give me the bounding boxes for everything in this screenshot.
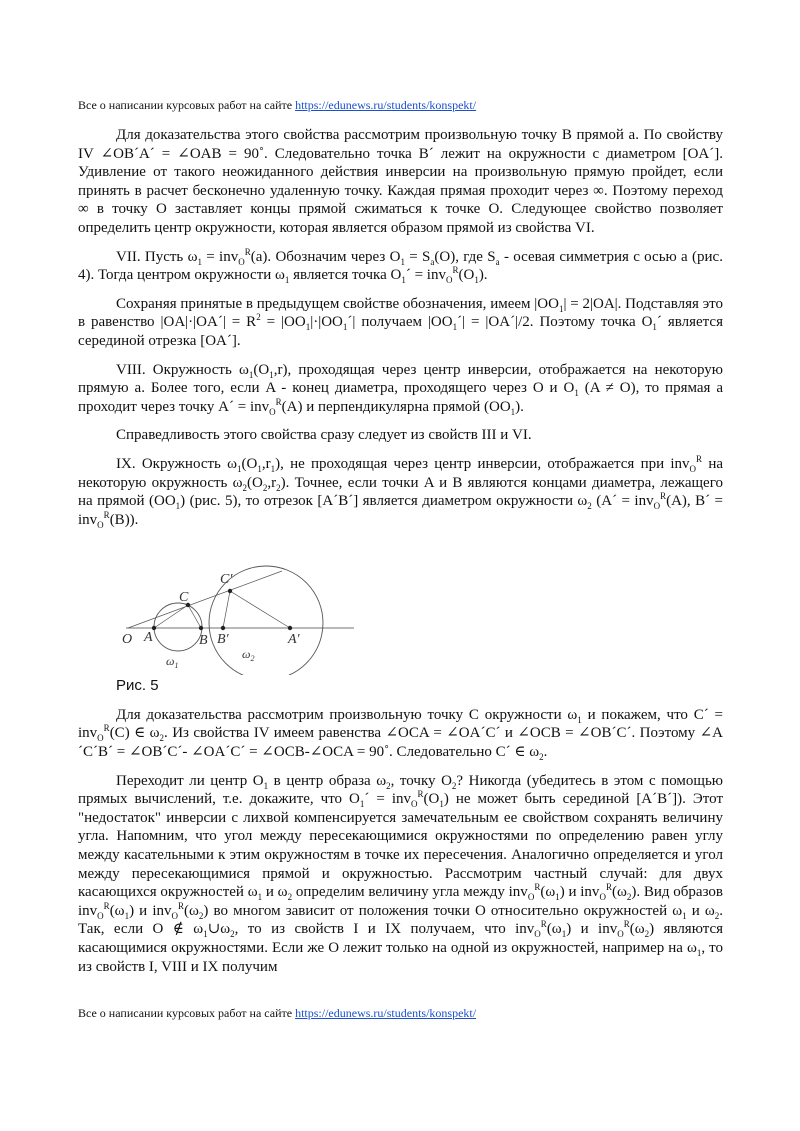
label-a-prime: A′ [288, 632, 300, 648]
header-link[interactable]: https://edunews.ru/students/konspekt/ [295, 98, 477, 112]
segment-cpbp [223, 591, 230, 628]
point-b-prime [221, 626, 225, 630]
label-o: O [122, 632, 133, 648]
paragraph-7: Для доказательства рассмотрим произвольную точку C окружности $\omega_1$ и покажем, что C´ = inv$_O^R$(C) ∈ $\omega_2$. Из свойства IV имеем равенства ∠OCA = ∠OA´C´ и ∠OCB = ∠OB´C´. Поэтому ∠A´C´B´ = ∠OB´C´- ∠OA´C´ = ∠OCB-∠OCA = 90˚. Следовательно C´ ∈ $\omega_2$. [78, 706, 723, 763]
label-a: A [144, 630, 153, 646]
segment-cpap [230, 591, 290, 628]
label-omega-2: $\omega_2$ [242, 647, 255, 664]
paragraph-8: Переходит ли центр $O_1$ в центр образа $\omega_2$, точку $O_2$? Никогда (убедитесь в этом с помощью прямых вычислений, т.е. докажите, что $O_1´ = inv_O^R(O_1)$ не может быть серединой [A´B´]). Этот "недостаток" инверсии с лихвой компенсируется замечательным ее свойством сохранять величину угла. Напомним, что угол между пересекающимися окружностями по определению равен углу между касательными к этим окружностям в точке их пересечения. Аналогично определяется и угол между пересекающимися прямой и окружностью. Рассмотрим частный случай: для двух касающихся окружностей $\omega_1$ и $\omega_2$ определим величину угла между $inv_O^R(\omega_1)$ и $inv_O^R(\omega_2)$. Вид образов $inv_O^R(\omega_1)$ и $inv_O^R(\omega_2)$ во многом зависит от положения точки O относительно окружностей $\omega_1$ и $\omega_2$. Так, если O ∉ $\omega_1\cup\omega_2$, то из свойств I и IX получаем, что $inv_O^R(\omega_1)$ и $inv_O^R(\omega_2)$ являются касающимися окружностями. Если же O лежит только на одной из окружностей, например на $\omega_1$, то из свойств I, VIII и IX получим [78, 772, 724, 975]
paragraph-property-ix: IX. Окружность $\omega_1(O_1,r_1)$, не проходящая через центр инверсии, отображается при inv$_O^R$ на некоторую окружность $\omega_2(O_2,r_2)$. Точнее, если точки A и B являются концами диаметра, лежащего на прямой $(OO_1)$ (рис. 5), то отрезок [A´B´] является диаметром окружности $\omega_2$ (A´ = inv$_O^R$(A), B´ = inv$_O^R$(B)). [78, 453, 724, 530]
footer-link[interactable]: https://edunews.ru/students/konspekt/ [295, 1006, 477, 1020]
header-text: Все о написании курсовых работ на сайте [78, 98, 296, 112]
page-footer [78, 1006, 476, 1020]
figure-caption: Рис. 5 [116, 677, 159, 695]
tangent-ray [128, 571, 282, 628]
page-header [78, 98, 476, 112]
label-c: C [179, 590, 189, 606]
figure-5 [78, 557, 723, 677]
document-body [78, 126, 723, 985]
segment-cb [188, 605, 201, 628]
footer-text: Все о написании курсовых работ на сайте [78, 1006, 296, 1020]
paragraph-property-viii: VIII. Окружность $\omega_1(O_1,r)$, проходящая через центр инверсии, отображается на некоторую прямую a. Более того, если A - конец диаметра, проходящего через O и $O_1$ (A ≠ O), то прямая a проходит через точку A´ = inv$_O^R$(A) и перпендикулярна прямой $(OO_1)$. [78, 361, 723, 417]
inversion-diagram [122, 557, 362, 675]
circle-omega-1 [154, 603, 202, 651]
label-c-prime: C′ [220, 572, 233, 588]
paragraph-property-vii: VII. Пусть $\omega_1 = inv_O^R(a)$. Обозначим через $O_1 = S_a(O)$, где $S_a$ - осевая симметрия с осью a (рис. 4). Тогда центром окружности $\omega_1$ является точка $O_1´ = inv_O^R(O_1)$. [78, 246, 723, 286]
paragraph-5: Справедливость этого свойства сразу следует из свойств III и VI. [116, 427, 532, 444]
paragraph-3: Сохраняя принятые в предыдущем свойстве обозначения, имеем $|OO_1| = 2|OA|$. Подставляя это в равенство |OA|·|OA´| = $R^2$ = $|OO_1|\cdot|OO_1´|$ получаем $|OO_1´|$ = |OA´|/2. Поэтому точка $O_1´$ является серединой отрезка [OA´]. [78, 295, 724, 349]
point-b [199, 626, 203, 630]
label-omega-1: $\omega_1$ [166, 654, 179, 671]
point-c-prime [228, 589, 232, 593]
point-a-prime [288, 626, 292, 630]
label-b-prime: B′ [217, 632, 229, 648]
label-b: B [199, 633, 208, 649]
paragraph-1: Для доказательства этого свойства рассмотрим произвольную точку B прямой a. По свойству IV ∠OB´A´ = ∠OAB = 90˚. Следовательно точка B´ лежит на окружности с диаметром [OA´]. Удивление от такого неожиданного действия инверсии на произвольную прямую пройдет, если принять в расчет бесконечно удаленную точку. Каждая прямая проходит через ∞. Поэтому переход ∞ в точку O заставляет концы прямой сжиматься к точке O. Следующее свойство позволяет определить центр окружности, которая является образом прямой из свойства VI. [78, 127, 723, 236]
